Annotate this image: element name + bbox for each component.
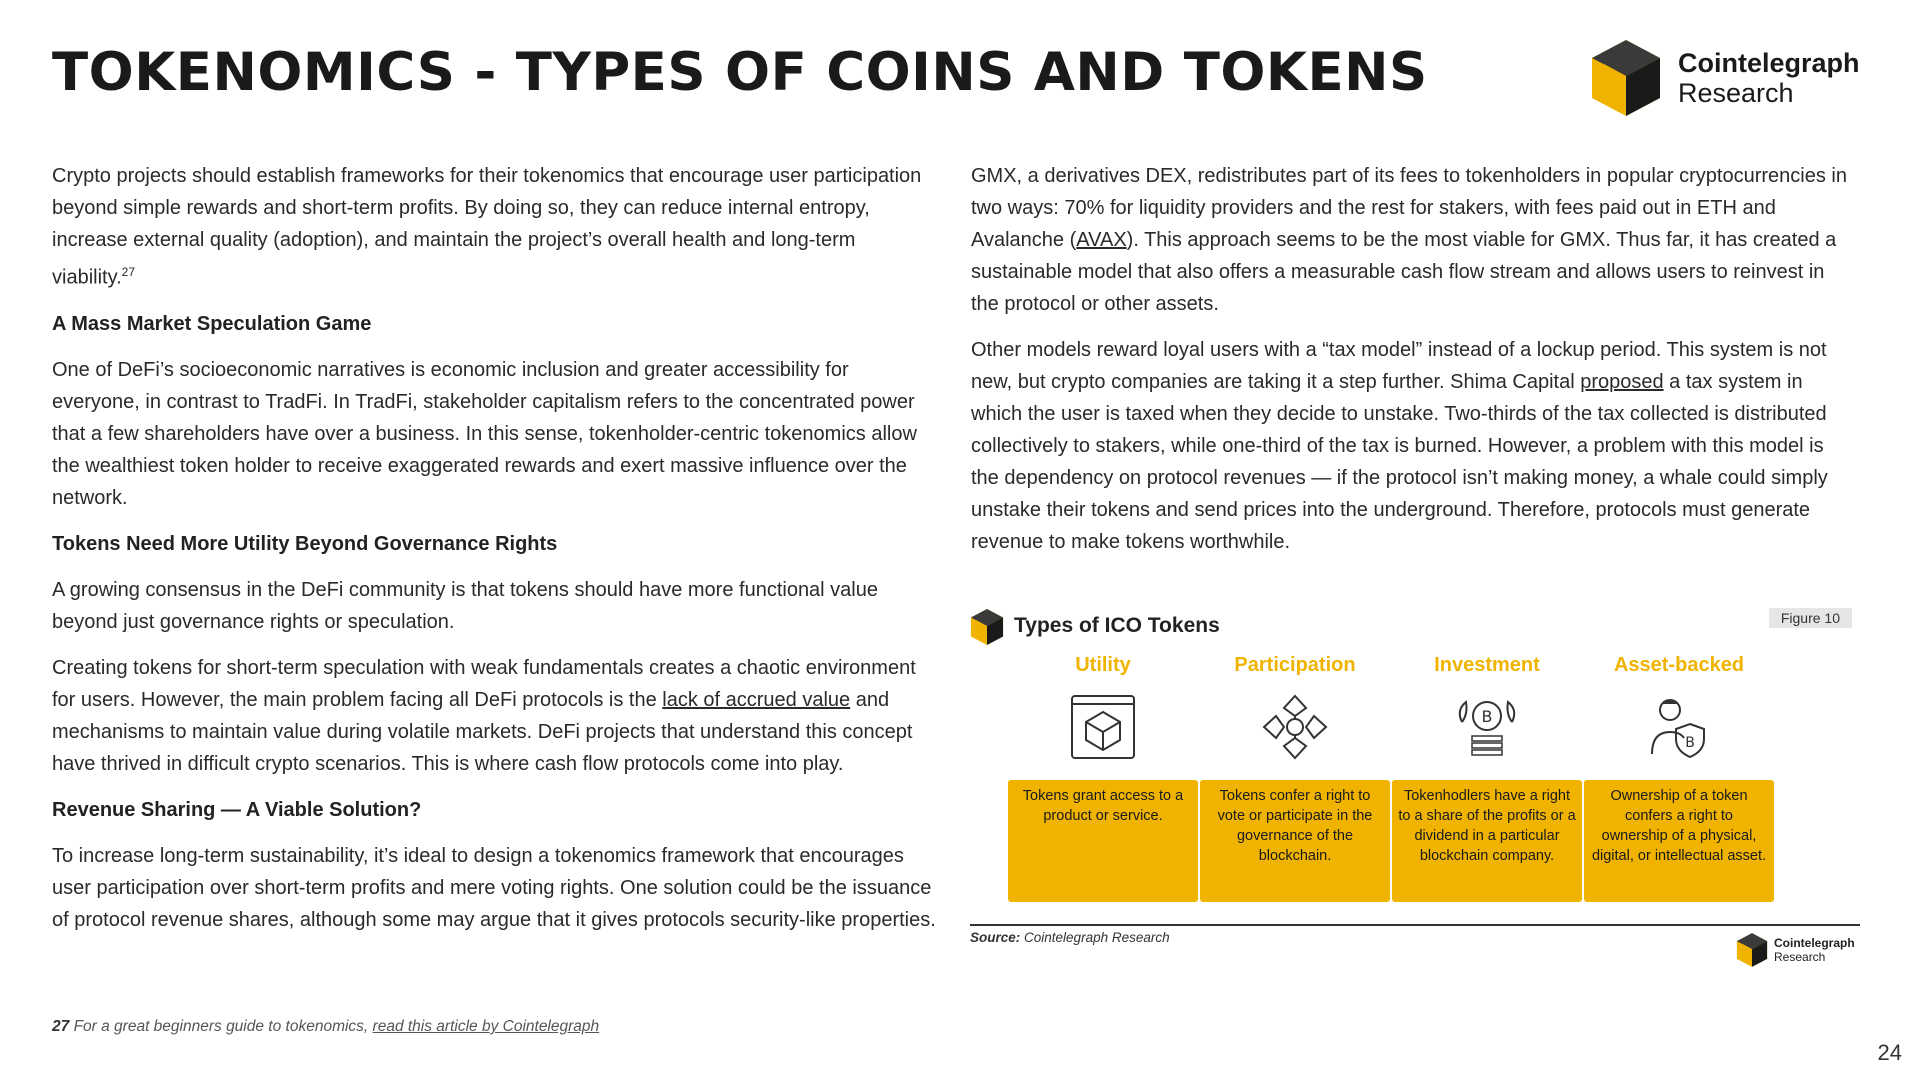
paragraph: Creating tokens for short-term speculation with weak fundamentals creates a chaotic environment for users. However, the main problem facing all DeFi protocols is the lack of accrued value and mechanisms to maintain value during volatile markets. DeFi projects that understand this concept have thrived in difficult crypto scenarios. This is where cash flow protocols come into play. <box>52 656 916 775</box>
token-type-label: Investment <box>1434 654 1540 676</box>
figure-source: Source: Cointelegraph Research <box>970 930 1170 945</box>
section-heading: Revenue Sharing — A Viable Solution? <box>52 798 422 821</box>
brand-name: Cointelegraph <box>1678 48 1860 78</box>
figure-divider <box>970 924 1860 926</box>
paragraph: One of DeFi’s socioeconomic narratives is economic inclusion and greater accessibility for everyone, in contrast to TradFi. In TradFi, stakeholder capitalism refers to the concentrated power that a few shareholders have over a business. In this sense, tokenholder-centric tokenomics allow the wealthiest token holder to receive exaggerated rewards and exert massive influence over the network. <box>52 358 917 509</box>
figure-header <box>970 604 1860 644</box>
paragraph: Other models reward loyal users with a “tax model” instead of a lockup period. This system is not new, but crypto companies are taking it a step further. Shima Capital proposed a tax system in which the user is taxed when they decide to unstake. Two-thirds of the tax collected is distributed collectively to stakers, while one-third of the tax is burned. However, a problem with this model is the dependency on protocol revenues — if the protocol isn’t making money, a whale could simply unstake their tokens and send prices into the underground. Therefore, protocols must generate revenue to make tokens worthwhile. <box>971 339 1828 553</box>
brand-logo-small <box>1736 930 1860 970</box>
cube-logo-icon <box>1736 932 1768 968</box>
figure-title: Types of ICO Tokens <box>1014 614 1220 637</box>
person-shield-icon <box>1644 692 1714 762</box>
token-type-description: Tokens grant access to a product or service. <box>1008 780 1198 902</box>
proposed-link[interactable]: proposed <box>1580 371 1664 393</box>
brand-logo <box>1590 38 1862 118</box>
token-type-participation <box>1200 652 1390 902</box>
paragraph: To increase long-term sustainability, it’s ideal to design a tokenomics framework that encourages user participation over short-term profits and mere voting rights. One solution could be the issuance of protocol revenue shares, although some may argue that it gives protocols security-like properties. <box>52 844 936 931</box>
footnote: 27 For a great beginners guide to tokenomics, read this article by Cointelegraph <box>52 1018 600 1035</box>
bitcoin-coins-icon <box>1452 692 1522 762</box>
token-type-label: Utility <box>1075 654 1131 676</box>
token-types <box>1008 652 1788 902</box>
cube-screen-icon <box>1068 692 1138 762</box>
token-type-label: Asset-backed <box>1613 654 1745 676</box>
avax-link[interactable]: AVAX <box>1076 229 1127 251</box>
token-type-label: Participation <box>1234 654 1356 676</box>
cube-logo-icon <box>1590 38 1662 118</box>
token-type-asset-backed <box>1584 652 1774 902</box>
token-type-description: Tokenhodlers have a right to a share of the profits or a dividend in a particular blockchain company. <box>1392 780 1582 902</box>
cube-logo-icon <box>970 608 1004 646</box>
token-type-description: Tokens confer a right to vote or participate in the governance of the blockchain. <box>1200 780 1390 902</box>
token-type-investment <box>1392 652 1582 902</box>
brand-subtitle: Research <box>1774 950 1826 964</box>
section-heading: A Mass Market Speculation Game <box>52 312 372 335</box>
token-type-description: Ownership of a token confers a right to ownership of a physical, digital, or intellectual asset. <box>1584 780 1774 902</box>
paragraph: Crypto projects should establish frameworks for their tokenomics that encourage user participation beyond simple rewards and short-term profits. By doing so, they can reduce internal entropy, increase external quality (adoption), and maintain the project’s overall health and long-term viability.$^{27}$ <box>52 165 922 289</box>
brand-subtitle: Research <box>1678 78 1794 108</box>
section-heading: Tokens Need More Utility Beyond Governance Rights <box>52 532 558 555</box>
page-title: TOKENOMICS - TYPES OF COINS AND TOKENS <box>52 42 1428 103</box>
svg-text:B: B <box>1481 707 1493 726</box>
token-type-utility <box>1008 652 1198 902</box>
paragraph: GMX, a derivatives DEX, redistributes part of its fees to tokenholders in popular cryptocurrencies in two ways: 70% for liquidity providers and the rest for stakers, with fees paid out in ETH and Avalanche (AVAX). This approach seems to be the most viable for GMX. Thus far, it has created a sustainable model that also offers a measurable cash flow stream and allows users to reinvest in the protocol or other assets. <box>971 165 1847 315</box>
hands-network-icon <box>1260 692 1330 762</box>
svg-text:B: B <box>1685 735 1695 751</box>
left-column <box>52 160 942 950</box>
figure-badge: Figure 10 <box>1769 608 1852 628</box>
paragraph: A growing consensus in the DeFi community is that tokens should have more functional value beyond just governance rights or speculation. <box>52 578 878 633</box>
footnote-ref[interactable]: 27 <box>121 265 136 279</box>
right-column <box>971 160 1851 572</box>
brand-name: Cointelegraph <box>1774 936 1855 950</box>
figure-ico-tokens <box>970 600 1860 970</box>
page-number: 24 <box>1877 1040 1902 1065</box>
lack-of-accrued-value-link[interactable]: lack of accrued value <box>662 688 851 711</box>
cointelegraph-article-link[interactable]: read this article by Cointelegraph <box>372 1018 600 1035</box>
